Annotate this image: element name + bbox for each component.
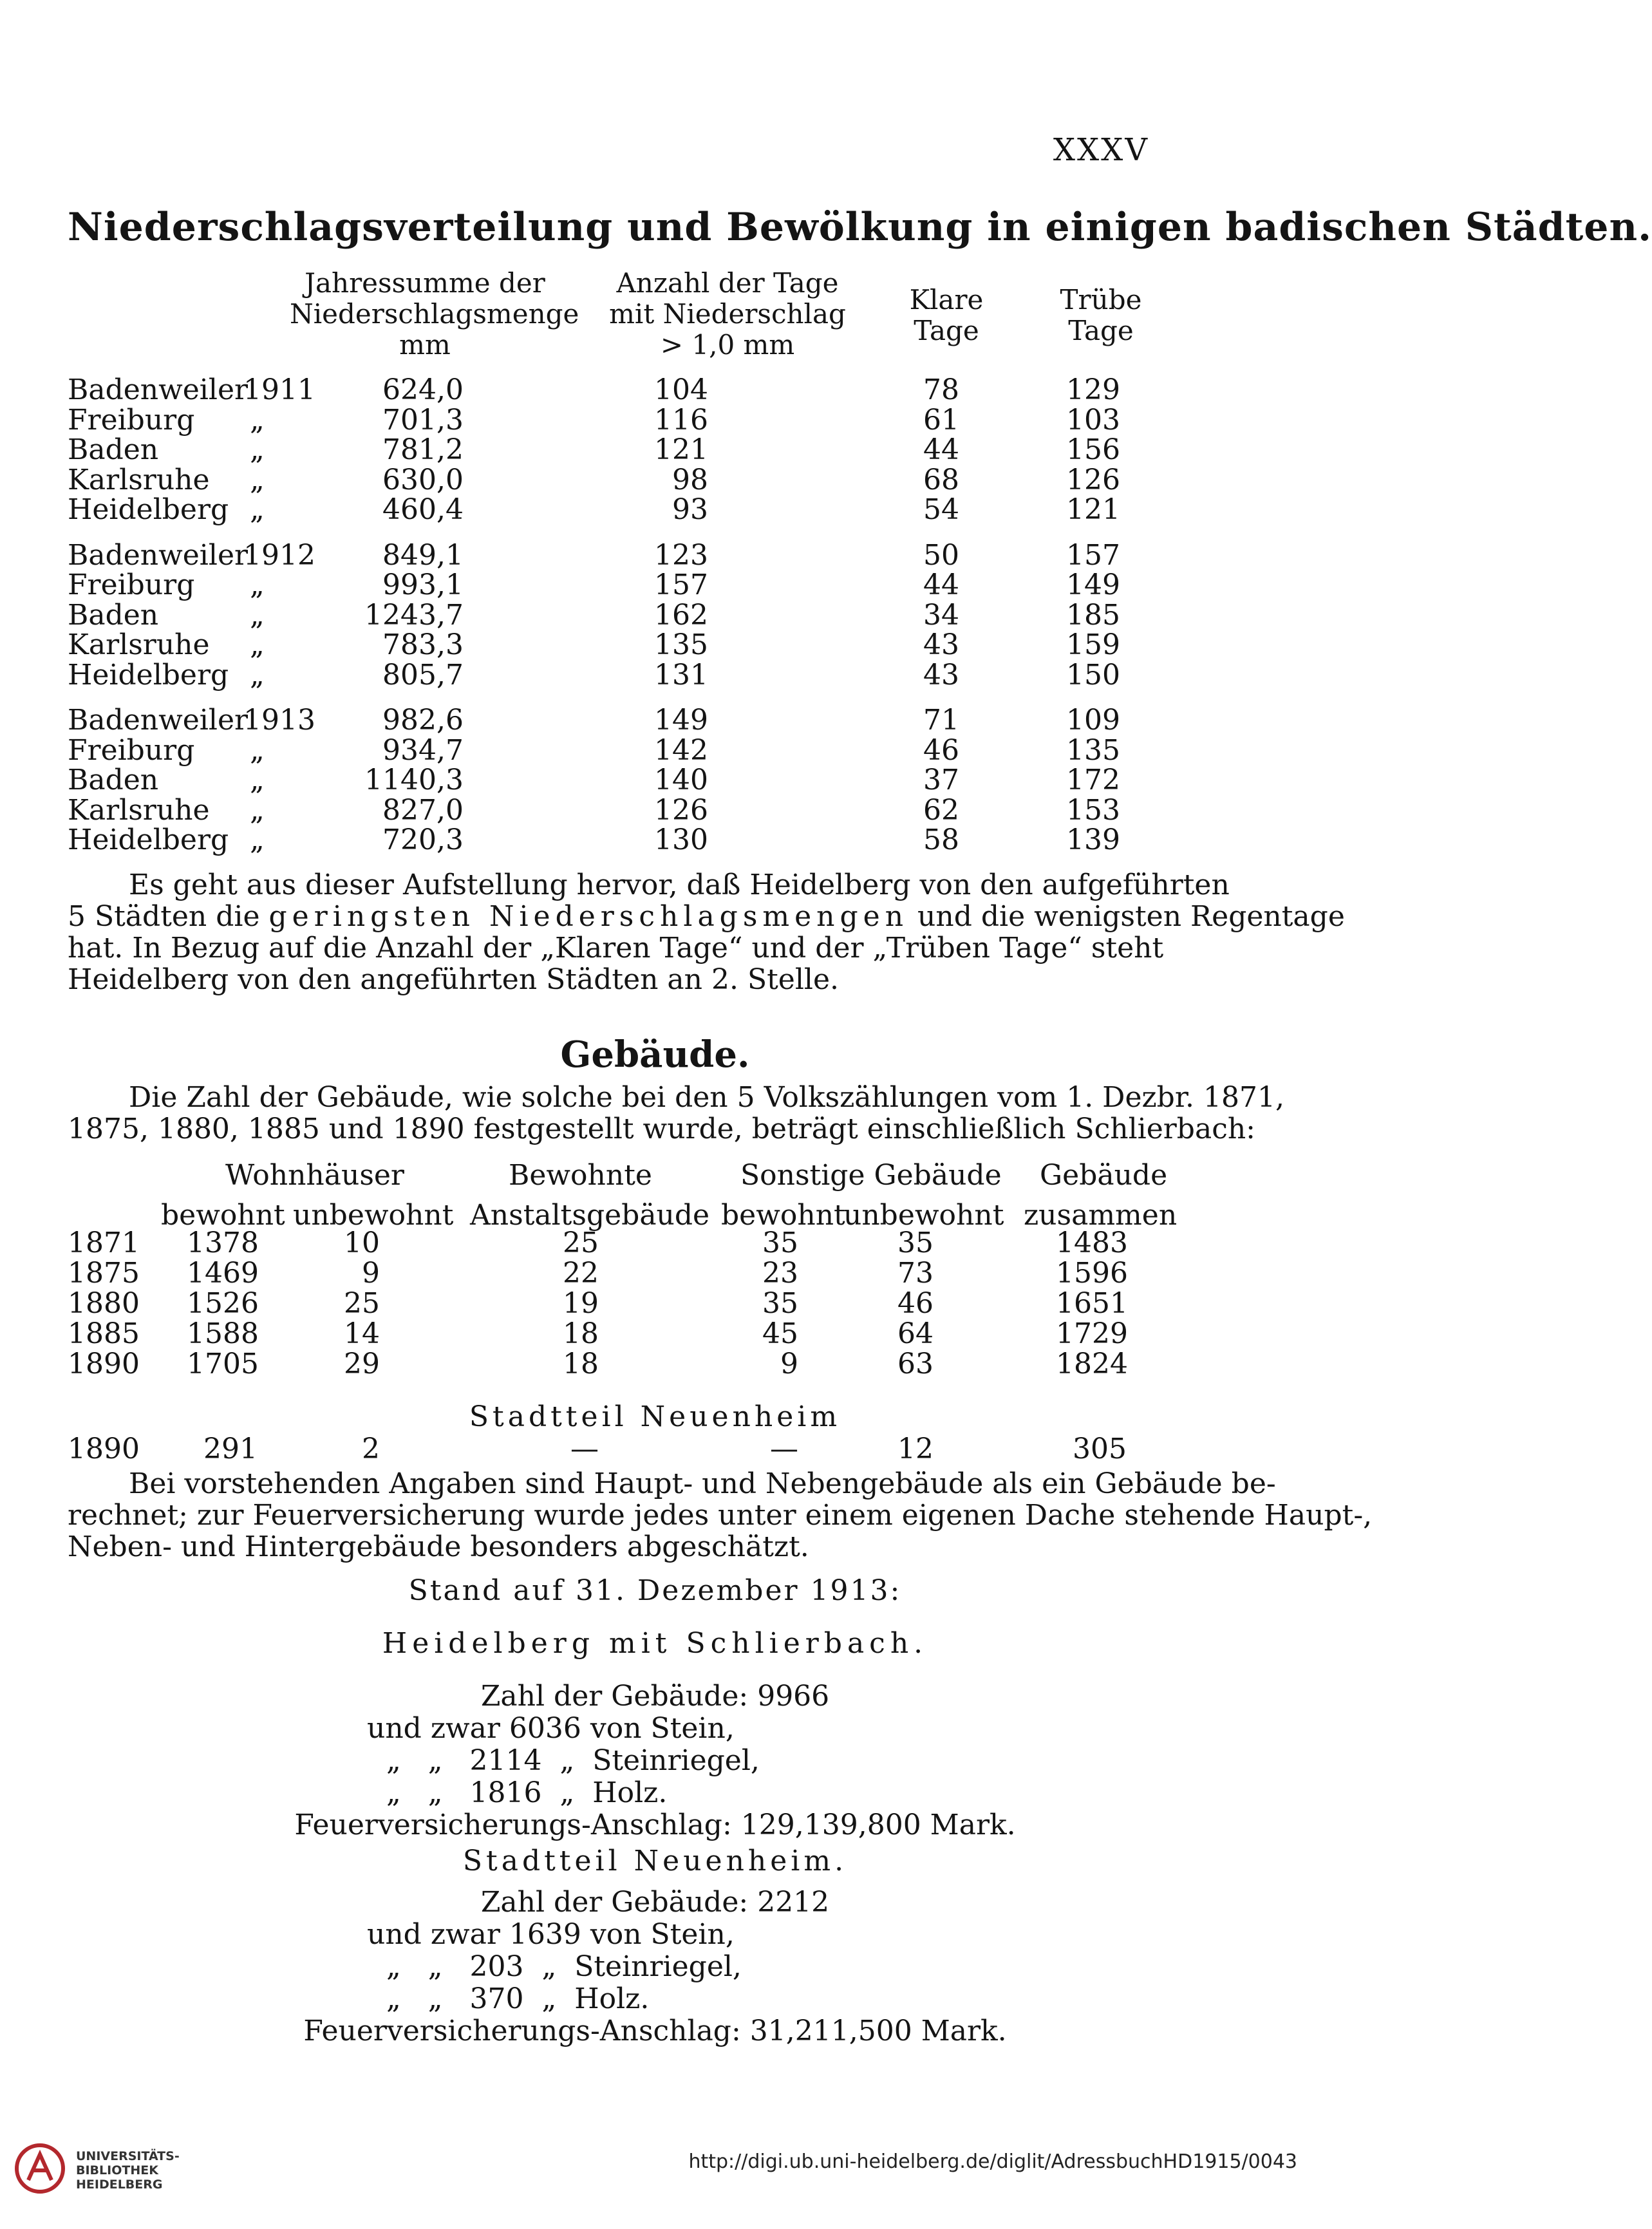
rain-cell-days: 140	[654, 764, 708, 796]
rain-cell-cloudy: 150	[1066, 658, 1120, 691]
rain-cell-sum: 783,3	[382, 628, 464, 661]
rain-cell-clear: 62	[923, 793, 959, 827]
rain-cell-cloudy: 185	[1066, 598, 1120, 632]
rain-cell-sum: 849,1	[382, 538, 464, 572]
rain-cell-sum: 805,7	[382, 658, 464, 691]
buildings-note-line: Bei vorstehenden Angaben sind Haupt- und Nebengebäude als ein Gebäude be-	[129, 1467, 1276, 1500]
header-anstaltsgebaeude: Anstaltsgebäude	[470, 1199, 710, 1232]
rain-cell-year: „	[250, 793, 265, 827]
rain-cell-sum: 624,0	[382, 373, 464, 406]
rain-cell-year: „	[250, 764, 265, 796]
building-cell-anst: 19	[563, 1287, 599, 1320]
rain-cell-year: 1913	[243, 704, 315, 737]
building-cell-year: 1880	[68, 1287, 140, 1320]
footer-bar	[0, 2118, 1310, 2229]
rain-paragraph	[68, 869, 1345, 996]
rain-cell-cloudy: 153	[1066, 793, 1120, 827]
buildings-heading: Gebäude.	[560, 1033, 750, 1076]
rain-header-cloudy: Trübe Tage	[1060, 284, 1142, 346]
building-cell-bew: 1526	[187, 1287, 259, 1320]
building-cell-total: 1651	[1056, 1287, 1128, 1320]
building-cell-anst: —	[570, 1433, 599, 1465]
rain-cell-city: Karlsruhe	[68, 628, 210, 661]
neuenheim-block	[0, 1886, 1310, 2047]
rain-table-row	[0, 659, 1310, 690]
heidelberg-insurance: Feuerversicherungs-Anschlag: 129,139,800 Mark.	[294, 1809, 1016, 1841]
building-cell-sbew: —	[770, 1433, 798, 1465]
rain-cell-clear: 43	[923, 658, 959, 691]
neuenheim-riegel: „ „ 203 „ Steinriegel,	[386, 1950, 742, 1983]
emphasis-text: geringsten Niederschlagsmengen	[268, 900, 909, 933]
buildings-table-row	[0, 1317, 1310, 1348]
rain-cell-year: „	[250, 463, 265, 496]
rain-table-row	[0, 433, 1310, 464]
rain-cell-days: 157	[654, 569, 708, 601]
building-cell-anst: 18	[563, 1317, 599, 1350]
rain-cell-cloudy: 121	[1066, 493, 1120, 526]
heidelberg-block	[0, 1680, 1310, 1841]
library-name: UNIVERSITÄTS- BIBLIOTHEK HEIDELBERG	[76, 2149, 180, 2192]
rain-cell-year: „	[250, 493, 265, 526]
header-sonstige-unbewohnt: unbewohnt	[843, 1199, 1004, 1232]
buildings-table-row	[0, 1257, 1310, 1288]
building-cell-sunbew: 64	[897, 1317, 934, 1350]
building-cell-total: 1824	[1056, 1348, 1128, 1380]
header-gebaeude: Gebäude	[1040, 1159, 1168, 1192]
rain-cell-cloudy: 109	[1066, 704, 1120, 737]
header-bewohnte: Bewohnte	[509, 1159, 652, 1192]
buildings-table-row	[0, 1348, 1310, 1378]
heidelberg-holz: „ „ 1816 „ Holz.	[386, 1776, 668, 1809]
building-cell-sunbew: 46	[897, 1287, 934, 1320]
rain-cell-cloudy: 156	[1066, 433, 1120, 466]
rain-cell-sum: 1140,3	[364, 764, 464, 796]
rain-cell-clear: 58	[923, 823, 959, 856]
rain-table-row	[0, 464, 1310, 494]
rain-cell-days: 162	[654, 598, 708, 632]
header-zusammen: zusammen	[1024, 1199, 1178, 1232]
building-cell-unbew: 29	[344, 1348, 380, 1380]
rain-cell-city: Karlsruhe	[68, 793, 210, 827]
rain-header-days: Anzahl der Tage mit Niederschlag > 1,0 mm	[609, 267, 846, 361]
building-cell-year: 1875	[68, 1257, 140, 1290]
header-unbewohnt: unbewohnt	[293, 1199, 454, 1232]
buildings-table-row	[0, 1287, 1310, 1318]
heidelberg-count: Zahl der Gebäude: 9966	[480, 1680, 830, 1713]
building-cell-year: 1885	[68, 1317, 140, 1350]
rain-cell-cloudy: 157	[1066, 538, 1120, 572]
rain-cell-sum: 993,1	[382, 569, 464, 601]
rain-cell-clear: 54	[923, 493, 959, 526]
rain-cell-year: „	[250, 569, 265, 601]
rain-cell-days: 116	[654, 403, 708, 437]
rain-cell-city: Badenweiler	[68, 538, 249, 572]
rain-cell-sum: 630,0	[382, 463, 464, 496]
heidelberg-riegel: „ „ 2114 „ Steinriegel,	[386, 1744, 760, 1777]
rain-cell-city: Freiburg	[68, 569, 195, 601]
rain-cell-sum: 1243,7	[364, 598, 464, 632]
building-cell-sunbew: 35	[897, 1227, 934, 1259]
rain-cell-city: Heidelberg	[68, 493, 229, 526]
neuenheim-insurance: Feuerversicherungs-Anschlag: 31,211,500 Mark.	[303, 2015, 1007, 2047]
rain-cell-cloudy: 135	[1066, 733, 1120, 767]
rain-table-row	[0, 764, 1310, 795]
rain-paragraph-line: Es geht aus dieser Aufstellung hervor, daß Heidelberg von den aufgeführten	[129, 869, 1230, 901]
building-cell-bew: 1588	[187, 1317, 259, 1350]
rain-cell-sum: 720,3	[382, 823, 464, 856]
building-cell-total: 305	[1073, 1433, 1127, 1465]
building-cell-sbew: 9	[780, 1348, 798, 1380]
building-cell-sunbew: 63	[897, 1348, 934, 1380]
rain-cell-days: 121	[654, 433, 708, 466]
rain-table-row	[0, 569, 1310, 599]
buildings-intro-line: Die Zahl der Gebäude, wie solche bei den 5 Volkszählungen vom 1. Dezbr. 1871,	[129, 1081, 1284, 1114]
heidelberg-heading: Heidelberg mit Schlierbach.	[382, 1627, 928, 1660]
rain-cell-city: Karlsruhe	[68, 463, 210, 496]
rain-cell-days: 142	[654, 733, 708, 767]
rain-table-row	[0, 493, 1310, 524]
source-url-link[interactable]: http://digi.ub.uni-heidelberg.de/diglit/AdressbuchHD1915/0043	[688, 2150, 1297, 2173]
rain-cell-cloudy: 103	[1066, 403, 1120, 437]
building-cell-unbew: 14	[344, 1317, 380, 1350]
page-number: XXXV	[1053, 132, 1149, 168]
building-cell-sbew: 23	[762, 1257, 798, 1290]
rain-cell-clear: 43	[923, 628, 959, 661]
rain-cell-sum: 460,4	[382, 493, 464, 526]
buildings-note	[68, 1467, 1373, 1563]
rain-cell-cloudy: 149	[1066, 569, 1120, 601]
rain-cell-year: 1911	[243, 373, 315, 406]
rain-cell-days: 131	[654, 658, 708, 691]
neuenheim-holz: „ „ 370 „ Holz.	[386, 1982, 650, 2015]
buildings-note-line: rechnet; zur Feuerversicherung wurde jedes unter einem eigenen Dache stehende Haupt-,	[68, 1499, 1373, 1532]
rain-cell-city: Freiburg	[68, 733, 195, 767]
building-cell-bew: 291	[203, 1433, 258, 1465]
rain-cell-clear: 46	[923, 733, 959, 767]
rain-cell-city: Freiburg	[68, 403, 195, 437]
rain-cell-sum: 701,3	[382, 403, 464, 437]
building-cell-year: 1890	[68, 1348, 140, 1380]
rain-cell-city: Baden	[68, 598, 159, 632]
rain-cell-cloudy: 159	[1066, 628, 1120, 661]
rain-table-row	[0, 373, 1310, 404]
rain-cell-city: Badenweiler	[68, 373, 249, 406]
rain-header-sum: Jahressumme der Niederschlagsmenge mm	[290, 267, 579, 361]
rain-cell-city: Heidelberg	[68, 658, 229, 691]
neuenheim-stein: und zwar 1639 von Stein,	[367, 1918, 735, 1951]
rain-table-row	[0, 823, 1310, 854]
rain-cell-sum: 934,7	[382, 733, 464, 767]
rain-cell-sum: 781,2	[382, 433, 464, 466]
neuenheim-count: Zahl der Gebäude: 2212	[480, 1886, 830, 1919]
rain-cell-year: „	[250, 433, 265, 466]
rain-table-row	[0, 734, 1310, 765]
rain-paragraph-line: 5 Städten die geringsten Niederschlagsmengen und die wenigsten Regentage	[68, 900, 1345, 933]
rain-table-row	[0, 794, 1310, 825]
neuenheim-label: Stadtteil Neuenheim	[469, 1400, 841, 1433]
building-cell-total: 1729	[1056, 1317, 1128, 1350]
rain-cell-city: Baden	[68, 433, 159, 466]
rain-cell-sum: 982,6	[382, 704, 464, 737]
building-cell-total: 1483	[1056, 1227, 1128, 1259]
building-cell-year: 1890	[68, 1433, 140, 1465]
rain-paragraph-line: hat. In Bezug auf die Anzahl der „Klaren Tage“ und der „Trüben Tage“ steht	[68, 932, 1164, 964]
rain-cell-clear: 78	[923, 373, 959, 406]
rain-cell-year: 1912	[243, 538, 315, 572]
building-cell-sunbew: 12	[897, 1433, 934, 1465]
rain-paragraph-line: Heidelberg von den angeführten Städten an 2. Stelle.	[68, 963, 839, 996]
rain-cell-clear: 50	[923, 538, 959, 572]
building-cell-bew: 1469	[187, 1257, 259, 1290]
rain-cell-days: 135	[654, 628, 708, 661]
header-bewohnt: bewohnt	[161, 1199, 285, 1232]
building-cell-anst: 18	[563, 1348, 599, 1380]
buildings-intro-line: 1875, 1880, 1885 und 1890 festgestellt wurde, beträgt einschließlich Schlierbach:	[68, 1113, 1255, 1145]
rain-cell-city: Badenweiler	[68, 704, 249, 737]
building-cell-sbew: 35	[762, 1227, 798, 1259]
building-cell-unbew: 10	[344, 1227, 380, 1259]
rain-cell-year: „	[250, 403, 265, 437]
rain-cell-year: „	[250, 733, 265, 767]
building-cell-total: 1596	[1056, 1257, 1128, 1290]
building-cell-bew: 1378	[187, 1227, 259, 1259]
rain-cell-city: Heidelberg	[68, 823, 229, 856]
rain-cell-days: 126	[654, 793, 708, 827]
rain-cell-days: 149	[654, 704, 708, 737]
header-sonstige: Sonstige Gebäude	[740, 1159, 1002, 1192]
buildings-table-row	[0, 1227, 1310, 1257]
header-sonstige-bewohnt: bewohnt	[721, 1199, 845, 1232]
rain-table-row	[0, 539, 1310, 570]
rain-table-row	[0, 599, 1310, 630]
neuenheim-heading: Stadtteil Neuenheim.	[462, 1845, 848, 1877]
rain-table-row	[0, 628, 1310, 659]
rain-cell-cloudy: 139	[1066, 823, 1120, 856]
rain-cell-city: Baden	[68, 764, 159, 796]
building-cell-unbew: 2	[362, 1433, 380, 1465]
rain-header-clear: Klare Tage	[909, 284, 984, 346]
heidelberg-stein: und zwar 6036 von Stein,	[367, 1712, 735, 1745]
rain-cell-clear: 68	[923, 463, 959, 496]
rain-cell-clear: 61	[923, 403, 959, 437]
rain-cell-sum: 827,0	[382, 793, 464, 827]
building-cell-anst: 22	[563, 1257, 599, 1290]
rain-cell-days: 98	[672, 463, 708, 496]
rain-cell-cloudy: 129	[1066, 373, 1120, 406]
rain-table-row	[0, 704, 1310, 735]
header-wohnhaeuser: Wohnhäuser	[225, 1159, 404, 1192]
stand-heading: Stand auf 31. Dezember 1913:	[408, 1574, 902, 1607]
rain-cell-clear: 37	[923, 764, 959, 796]
rain-cell-days: 104	[654, 373, 708, 406]
building-cell-unbew: 9	[362, 1257, 380, 1290]
building-cell-anst: 25	[563, 1227, 599, 1259]
rain-cell-year: „	[250, 658, 265, 691]
building-cell-year: 1871	[68, 1227, 140, 1259]
heidelberg-library-logo-icon	[14, 2143, 66, 2194]
rain-cell-year: „	[250, 598, 265, 632]
rain-cell-days: 123	[654, 538, 708, 572]
building-cell-sbew: 35	[762, 1287, 798, 1320]
rain-cell-cloudy: 172	[1066, 764, 1120, 796]
rain-cell-clear: 71	[923, 704, 959, 737]
page-title: Niederschlagsverteilung und Bewölkung in einigen badischen Städten.	[68, 205, 1652, 250]
rain-cell-days: 130	[654, 823, 708, 856]
buildings-intro	[68, 1081, 1284, 1145]
building-cell-bew: 1705	[187, 1348, 259, 1380]
buildings-table-row	[0, 1433, 1310, 1463]
rain-cell-year: „	[250, 628, 265, 661]
rain-cell-cloudy: 126	[1066, 463, 1120, 496]
rain-cell-days: 93	[672, 493, 708, 526]
building-cell-sunbew: 73	[897, 1257, 934, 1290]
rain-cell-clear: 34	[923, 598, 959, 632]
building-cell-sbew: 45	[762, 1317, 798, 1350]
rain-table-row	[0, 404, 1310, 435]
rain-cell-clear: 44	[923, 569, 959, 601]
rain-cell-year: „	[250, 823, 265, 856]
buildings-note-line: Neben- und Hintergebäude besonders abgeschätzt.	[68, 1530, 809, 1563]
building-cell-unbew: 25	[344, 1287, 380, 1320]
rain-cell-clear: 44	[923, 433, 959, 466]
